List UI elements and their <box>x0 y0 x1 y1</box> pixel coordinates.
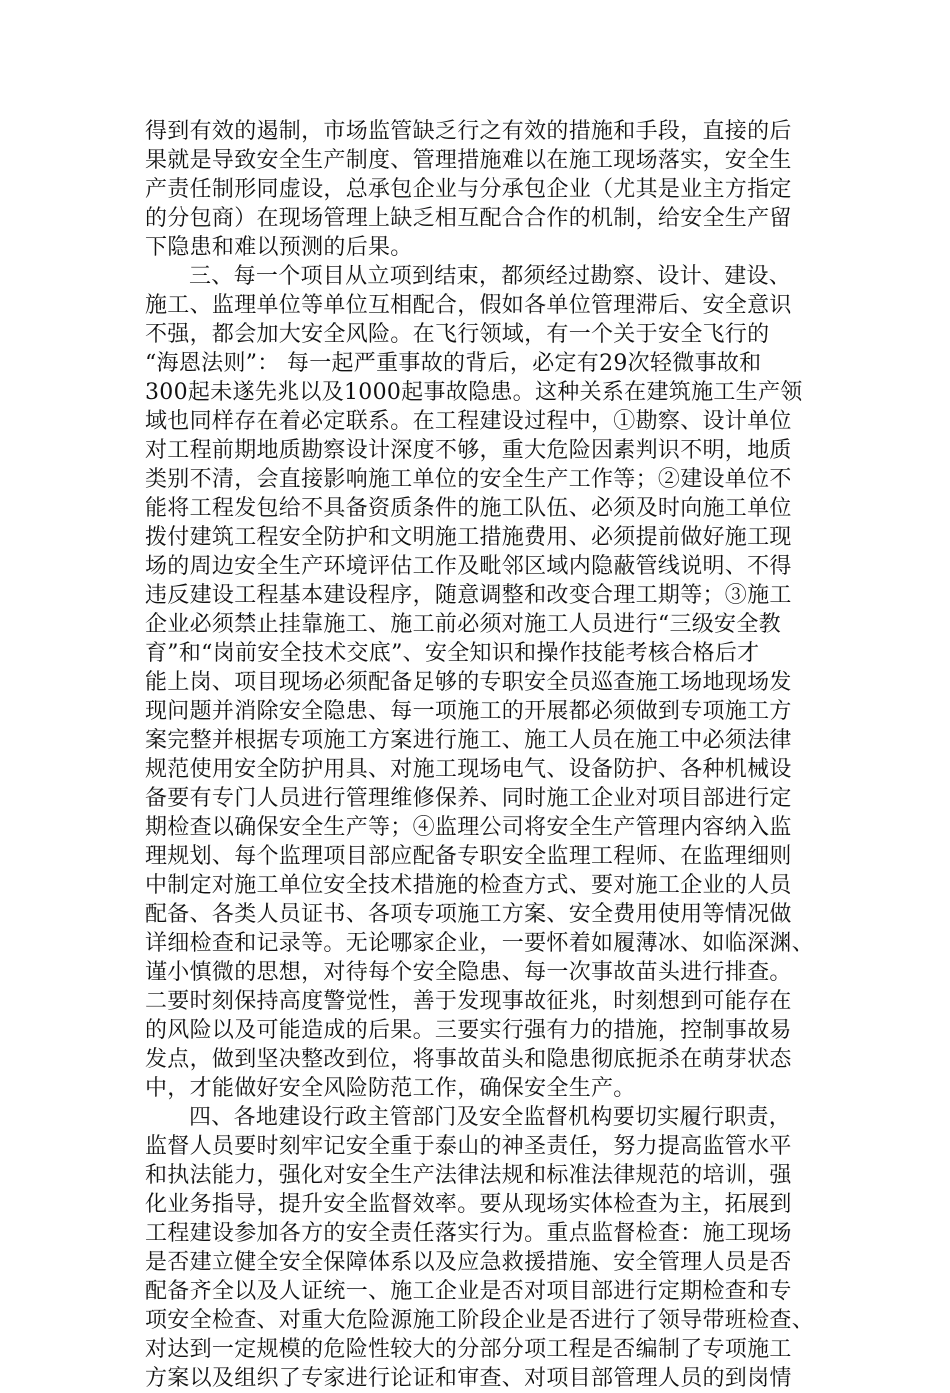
text-line: 谨小慎微的思想，对待每个安全隐患、每一次事故苗头进行排查。 <box>145 960 792 985</box>
text-line: 下隐患和难以预测的后果。 <box>145 235 413 260</box>
text-line: 化业务指导，提升安全监督效率。要从现场实体检查为主，拓展到 <box>145 1192 792 1217</box>
text-line: 是否建立健全安全保障体系以及应急救援措施、安全管理人员是否 <box>145 1250 792 1275</box>
text-line: 中，才能做好安全风险防范工作，确保安全生产。 <box>145 1076 636 1101</box>
text-line: 三、每一个项目从立项到结束，都须经过勘察、设计、建设、 <box>189 264 792 289</box>
text-line: 详细检查和记录等。无论哪家企业，一要怀着如履薄冰、如临深渊、 <box>145 931 815 956</box>
text-line: 工程建设参加各方的安全责任落实行为。重点监督检查：施工现场 <box>145 1221 792 1246</box>
text-line: 能将工程发包给不具备资质条件的施工队伍、必须及时向施工单位 <box>145 496 792 521</box>
text-line: 二要时刻保持高度警觉性，善于发现事故征兆，时刻想到可能存在 <box>145 989 792 1014</box>
text-line: “海恩法则”： 每一起严重事故的背后，必定有29次轻微事故和 <box>145 351 762 376</box>
text-line: 发点，做到坚决整改到位，将事故苗头和隐患彻底扼杀在萌芽状态 <box>145 1047 792 1072</box>
text-line: 果就是导致安全生产制度、管理措施难以在施工现场落实，安全生 <box>145 148 792 173</box>
text-line: 方案以及组织了专家进行论证和审查、对项目部管理人员的到岗情 <box>145 1366 792 1391</box>
text-line: 企业必须禁止挂靠施工、施工前必须对施工人员进行“三级安全教 <box>145 612 781 637</box>
text-line: 不强，都会加大安全风险。在飞行领域，有一个关于安全飞行的 <box>145 322 770 347</box>
text-line: 中制定对施工单位安全技术措施的检查方式、要对施工企业的人员 <box>145 873 792 898</box>
text-line: 的风险以及可能造成的后果。三要实行强有力的措施，控制事故易 <box>145 1018 792 1043</box>
text-line: 类别不清，会直接影响施工单位的安全生产工作等；②建设单位不 <box>145 467 792 492</box>
text-line: 施工、监理单位等单位互相配合，假如各单位管理滞后、安全意识 <box>145 293 792 318</box>
text-line: 配备、各类人员证书、各项专项施工方案、安全费用使用等情况做 <box>145 902 792 927</box>
text-line: 违反建设工程基本建设程序，随意调整和改变合理工期等；③施工 <box>145 583 792 608</box>
text-line: 和执法能力，强化对安全生产法律法规和标准法律规范的培训，强 <box>145 1163 792 1188</box>
text-line: 的分包商）在现场管理上缺乏相互配合合作的机制，给安全生产留 <box>145 206 792 231</box>
text-line: 四、各地建设行政主管部门及安全监督机构要切实履行职责， <box>189 1105 792 1130</box>
text-line: 案完整并根据专项施工方案进行施工、施工人员在施工中必须法律 <box>145 728 792 753</box>
text-line: 规范使用安全防护用具、对施工现场电气、设备防护、各种机械设 <box>145 757 792 782</box>
text-line: 拨付建筑工程安全防护和文明施工措施费用、必须提前做好施工现 <box>145 525 792 550</box>
text-line: 产责任制形同虚设，总承包企业与分承包企业（尤其是业主方指定 <box>145 177 792 202</box>
text-line: 场的周边安全生产环境评估工作及毗邻区域内隐蔽管线说明、不得 <box>145 554 792 579</box>
text-line: 现问题并消除安全隐患、每一项施工的开展都必须做到专项施工方 <box>145 699 792 724</box>
text-line: 得到有效的遏制，市场监管缺乏行之有效的措施和手段，直接的后 <box>145 119 792 144</box>
text-line: 理规划、每个监理项目部应配备专职安全监理工程师、在监理细则 <box>145 844 792 869</box>
text-line: 育”和“岗前安全技术交底”、安全知识和操作技能考核合格后才 <box>145 641 760 666</box>
text-line: 能上岗、项目现场必须配备足够的专职安全员巡查施工场地现场发 <box>145 670 792 695</box>
text-line: 300起未遂先兆以及1000起事故隐患。这种关系在建筑施工生产领 <box>145 380 803 405</box>
text-line: 期检查以确保安全生产等；④监理公司将安全生产管理内容纳入监 <box>145 815 792 840</box>
text-line: 配备齐全以及人证统一、施工企业是否对项目部进行定期检查和专 <box>145 1279 792 1304</box>
text-line: 监督人员要时刻牢记安全重于泰山的神圣责任，努力提高监管水平 <box>145 1134 792 1159</box>
text-line: 域也同样存在着必定联系。在工程建设过程中，①勘察、设计单位 <box>145 409 792 434</box>
text-line: 备要有专门人员进行管理维修保养、同时施工企业对项目部进行定 <box>145 786 792 811</box>
text-line: 项安全检查、对重大危险源施工阶段企业是否进行了领导带班检查、 <box>145 1308 815 1333</box>
text-line: 对达到一定规模的危险性较大的分部分项工程是否编制了专项施工 <box>145 1337 792 1362</box>
text-line: 对工程前期地质勘察设计深度不够，重大危险因素判识不明，地质 <box>145 438 792 463</box>
document-page <box>145 117 815 1393</box>
